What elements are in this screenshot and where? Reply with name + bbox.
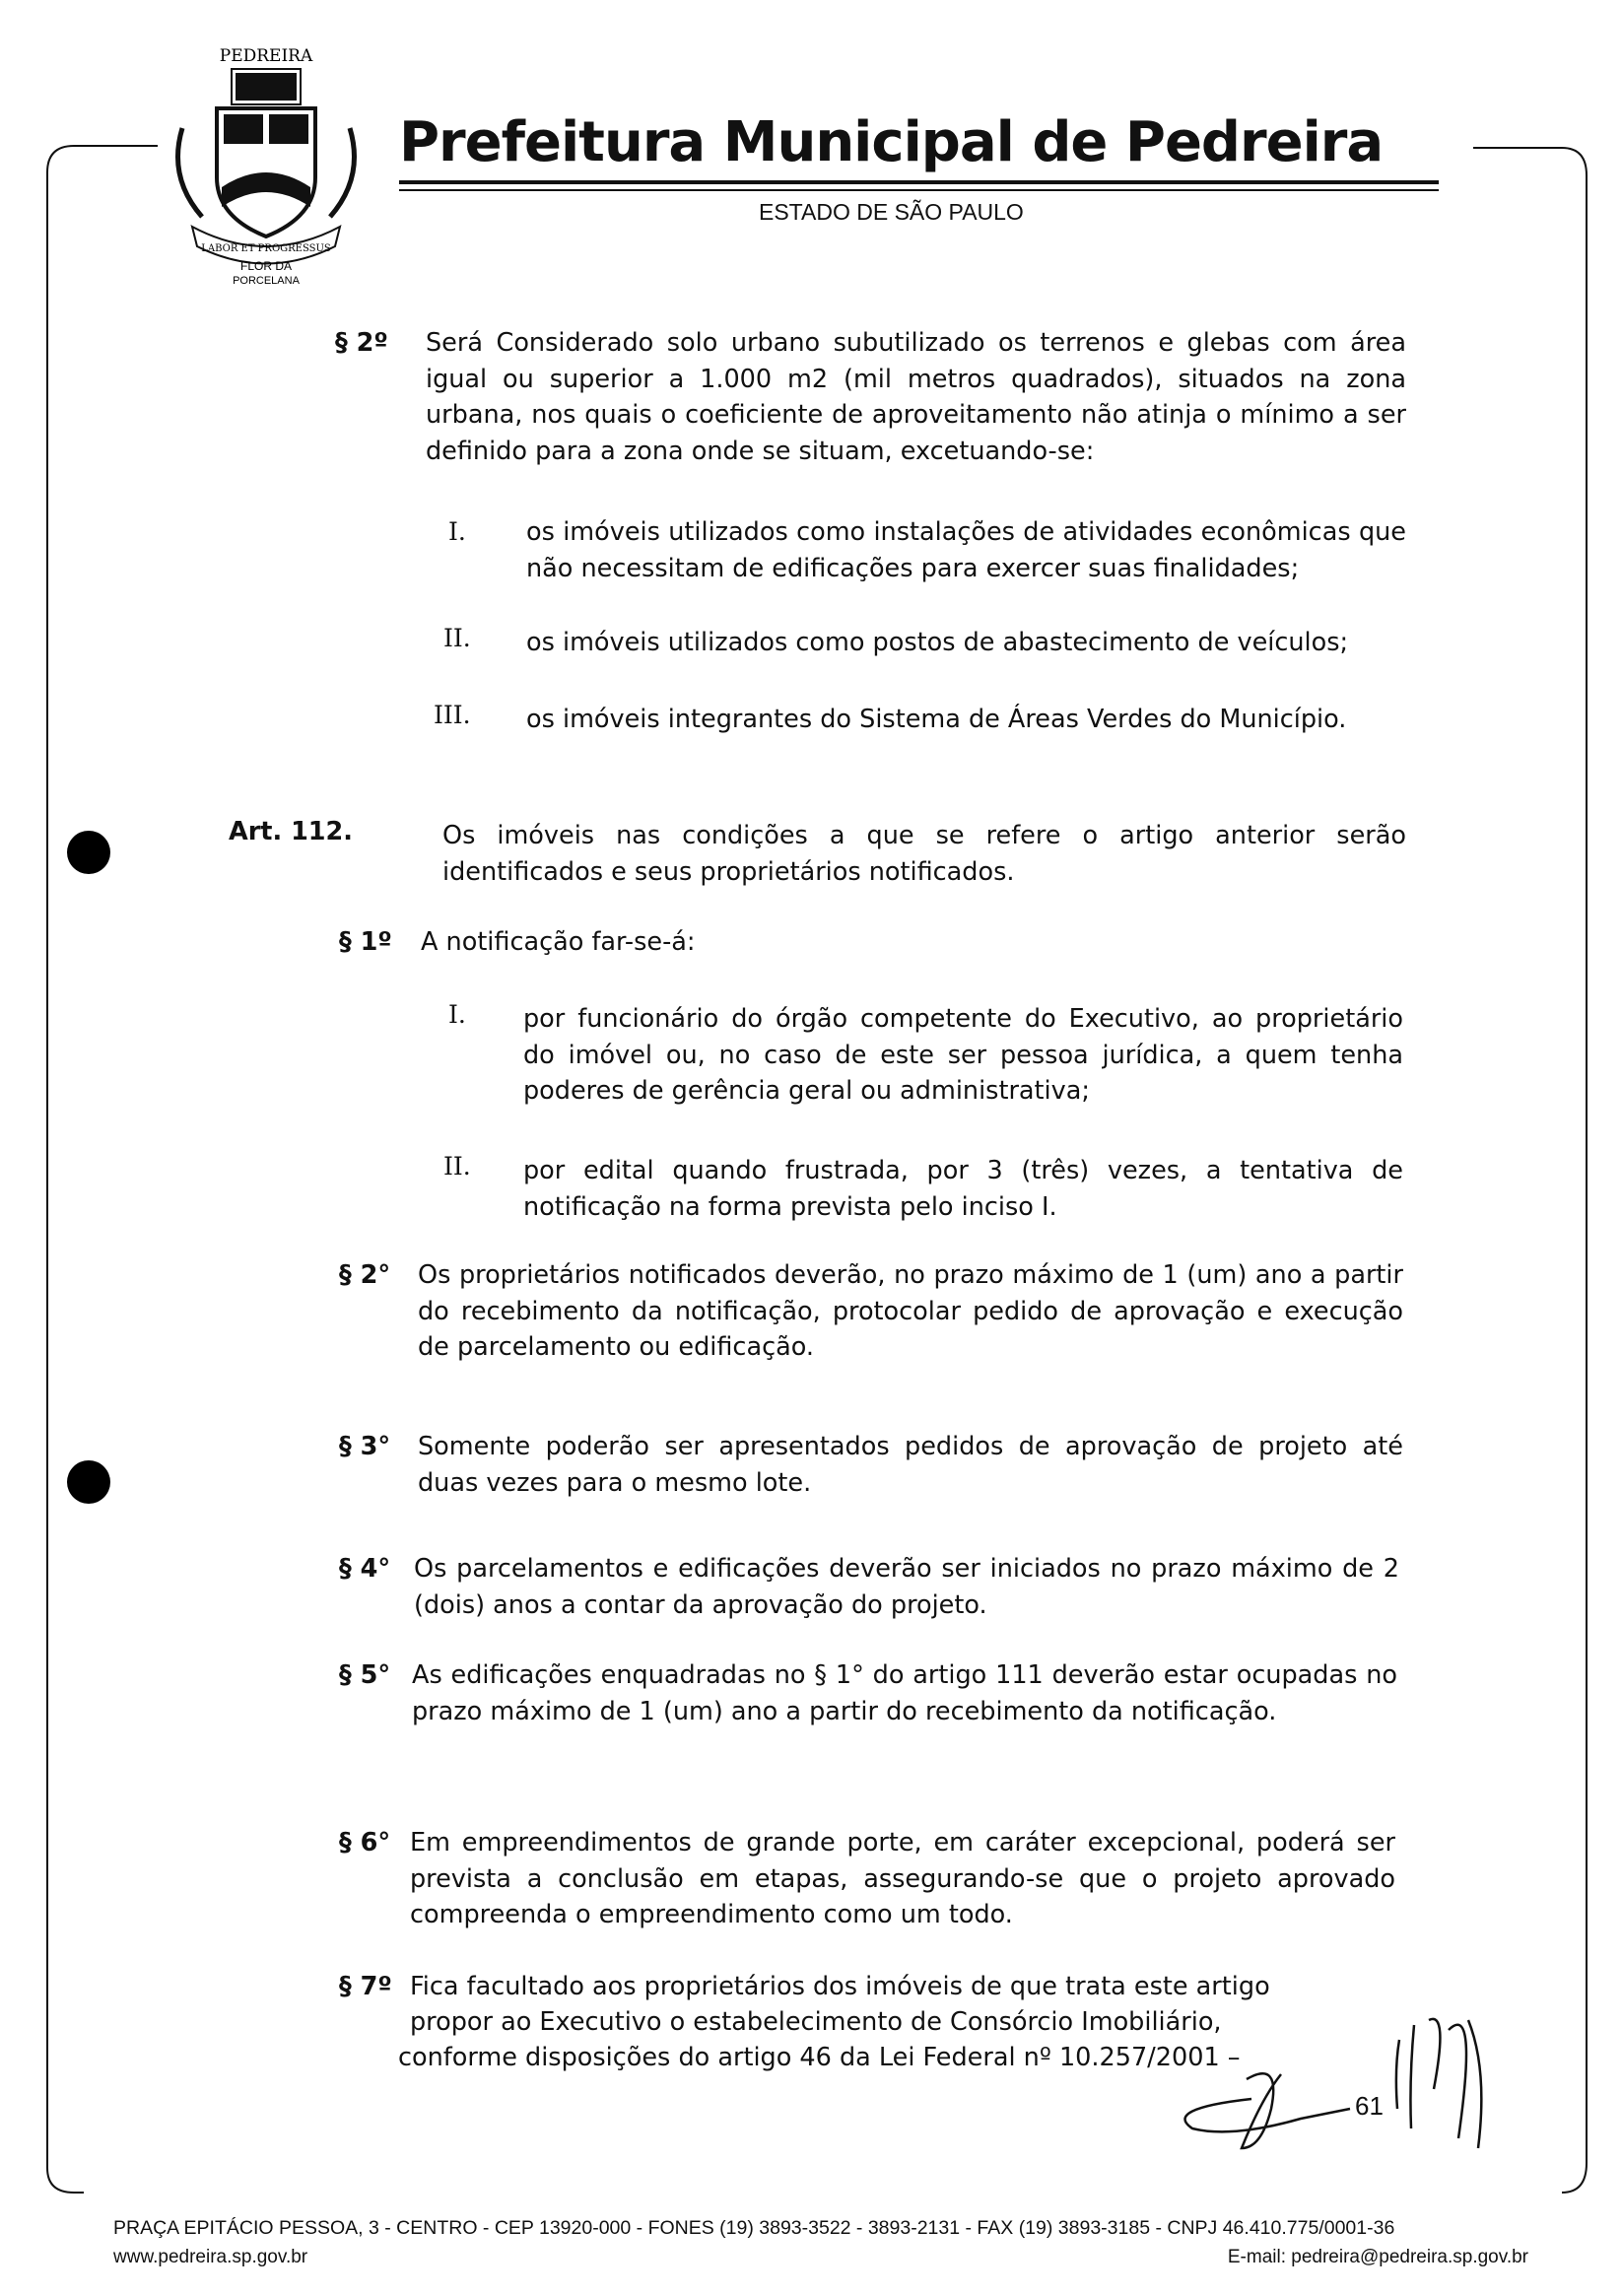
article-label: Art. 112. — [229, 817, 353, 846]
page-title: Prefeitura Municipal de Pedreira — [399, 110, 1384, 174]
logo-text-pedreira: PEDREIRA — [219, 46, 313, 66]
punch-hole — [67, 831, 110, 874]
item-text: por edital quando frustrada, por 3 (três) vezes, a tentativa de notificação na forma prevista pelo inciso I. — [523, 1156, 1403, 1222]
svg-text:LABOR ET PROGRESSUS: LABOR ET PROGRESSUS — [201, 243, 331, 254]
paragraph-text: As edificações enquadradas no § 1° do artigo 111 deverão estar ocupadas no prazo máximo de 1 (um) ano a partir do recebimento da notificação. — [412, 1660, 1397, 1726]
coat-of-arms-logo — [163, 39, 370, 286]
item-text: por funcionário do órgão competente do Executivo, ao proprietário do imóvel ou, no caso de este ser pessoa jurídica, a quem tenha poderes de gerência geral ou administrativa; — [523, 1004, 1403, 1106]
paragraph-text: Os parcelamentos e edificações deverão ser iniciados no prazo máximo de 2 (dois) anos a contar da aprovação do projeto. — [414, 1554, 1399, 1620]
punch-hole — [67, 1460, 110, 1504]
item-number: III. — [434, 701, 471, 729]
paragraph-text: Em empreendimentos de grande porte, em caráter excepcional, poderá ser prevista a conclusão em etapas, assegurando-se que o projeto aprovado compreenda o empreendimento como um todo. — [410, 1828, 1395, 1929]
svg-text:FLOR DA: FLOR DA — [239, 259, 293, 273]
paragraph-line: Fica facultado aos proprietários dos imóveis de que trata este artigo — [410, 1972, 1270, 2001]
paragraph-line: conforme disposições do artigo 46 da Lei Federal nº 10.257/2001 – — [398, 2043, 1241, 2072]
svg-text:PORCELANA: PORCELANA — [233, 275, 300, 286]
paragraph-text: Será Considerado solo urbano subutilizado os terrenos e glebas com área igual ou superior a 1.000 m2 (mil metros quadrados), situados na zona urbana, nos quais o coeficiente de aproveitamento não atinja o mínimo a ser definido para a zona onde se situam, excetuando-se: — [426, 328, 1406, 466]
page-number: 61 — [1355, 2091, 1384, 2121]
footer-email[interactable]: E-mail: pedreira@pedreira.sp.gov.br — [1227, 2247, 1528, 2267]
paragraph-label: § 1º — [339, 927, 392, 957]
item-number: I. — [448, 517, 466, 546]
state-subtitle: ESTADO DE SÃO PAULO — [759, 199, 1024, 225]
paragraph-label: § 7º — [339, 1972, 392, 2001]
paragraph-label: § 2º — [335, 328, 388, 358]
footer-address: PRAÇA EPITÁCIO PESSOA, 3 - CENTRO - CEP 13920-000 - FONES (19) 3893-3522 - 3893-2131 - FAX (19) 3893-3185 - CNPJ 46.410.775/0001-36 — [113, 2217, 1395, 2239]
title-underline-thin — [399, 189, 1439, 191]
paragraph-label: § 6° — [339, 1828, 391, 1857]
paragraph-label: § 3° — [339, 1432, 391, 1461]
title-underline — [399, 180, 1439, 184]
paragraph-text: Os proprietários notificados deverão, no prazo máximo de 1 (um) ano a partir do recebimento da notificação, protocolar pedido de aprovação e execução de parcelamento ou edificação. — [418, 1260, 1403, 1362]
article-text: Os imóveis nas condições a que se refere o artigo anterior serão identificados e seus proprietários notificados. — [442, 821, 1406, 887]
item-text: os imóveis integrantes do Sistema de Áreas Verdes do Município. — [526, 705, 1347, 734]
footer-website[interactable]: www.pedreira.sp.gov.br — [113, 2247, 308, 2267]
item-text: os imóveis utilizados como instalações de atividades econômicas que não necessitam de edificações para exercer suas finalidades; — [526, 517, 1406, 583]
paragraph-label: § 4° — [339, 1554, 391, 1584]
paragraph-text: Somente poderão ser apresentados pedidos de aprovação de projeto até duas vezes para o mesmo lote. — [418, 1432, 1403, 1498]
item-number: I. — [448, 1000, 466, 1029]
paragraph-text: A notificação far-se-á: — [421, 927, 696, 957]
item-number: II. — [443, 624, 471, 652]
paragraph-line: propor ao Executivo o estabelecimento de Consórcio Imobiliário, — [410, 2007, 1222, 2037]
handwritten-signature — [1153, 1981, 1508, 2158]
paragraph-label: § 2° — [339, 1260, 391, 1290]
item-number: II. — [443, 1152, 471, 1181]
item-text: os imóveis utilizados como postos de abastecimento de veículos; — [526, 628, 1349, 657]
paragraph-label: § 5° — [339, 1660, 391, 1690]
